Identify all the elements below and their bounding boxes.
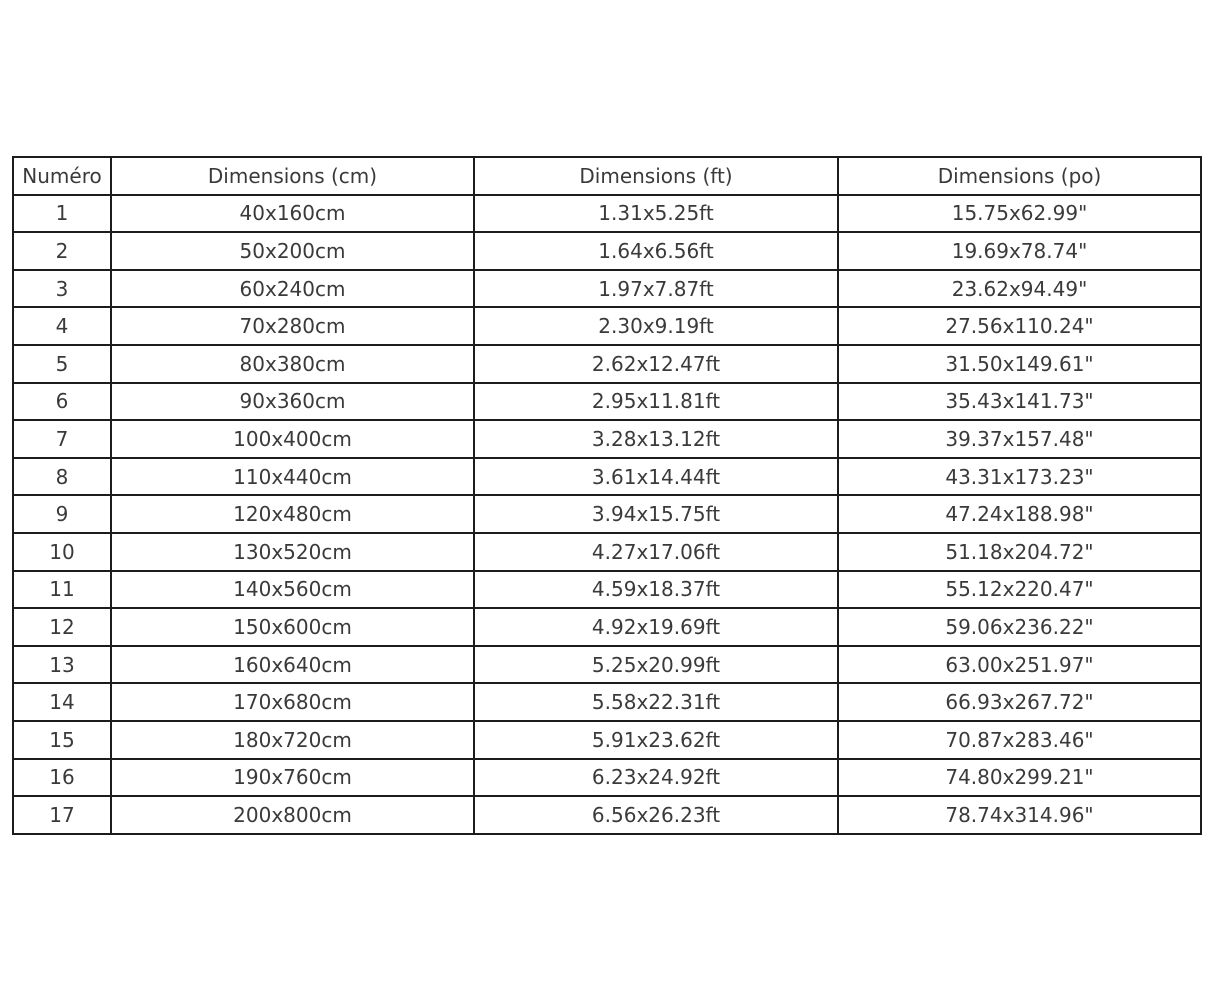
table-cell: 160x640cm bbox=[111, 646, 474, 684]
table-cell: 150x600cm bbox=[111, 608, 474, 646]
table-cell: 5.25x20.99ft bbox=[474, 646, 838, 684]
table-cell: 23.62x94.49" bbox=[838, 270, 1201, 308]
table-cell: 100x400cm bbox=[111, 420, 474, 458]
table-cell: 16 bbox=[13, 759, 111, 797]
table-row bbox=[13, 458, 1201, 496]
table-cell: 59.06x236.22" bbox=[838, 608, 1201, 646]
dimensions-conversion-table bbox=[12, 156, 1202, 835]
table-cell: 6.56x26.23ft bbox=[474, 796, 838, 834]
table-row bbox=[13, 759, 1201, 797]
table-cell: 190x760cm bbox=[111, 759, 474, 797]
table-cell: 1.64x6.56ft bbox=[474, 232, 838, 270]
table-cell: 5 bbox=[13, 345, 111, 383]
table-cell: 3.94x15.75ft bbox=[474, 495, 838, 533]
table-cell: 5.91x23.62ft bbox=[474, 721, 838, 759]
table-cell: 2 bbox=[13, 232, 111, 270]
table-body bbox=[13, 195, 1201, 834]
table-cell: 51.18x204.72" bbox=[838, 533, 1201, 571]
table-cell: 39.37x157.48" bbox=[838, 420, 1201, 458]
table-cell: 74.80x299.21" bbox=[838, 759, 1201, 797]
table-cell: 3 bbox=[13, 270, 111, 308]
table-cell: 31.50x149.61" bbox=[838, 345, 1201, 383]
table-row bbox=[13, 495, 1201, 533]
table-cell: 55.12x220.47" bbox=[838, 571, 1201, 609]
table-cell: 35.43x141.73" bbox=[838, 383, 1201, 421]
table-cell: 120x480cm bbox=[111, 495, 474, 533]
table-cell: 90x360cm bbox=[111, 383, 474, 421]
table-cell: 1.31x5.25ft bbox=[474, 195, 838, 233]
header-row bbox=[13, 157, 1201, 195]
table-cell: 13 bbox=[13, 646, 111, 684]
table-row bbox=[13, 270, 1201, 308]
table-cell: 63.00x251.97" bbox=[838, 646, 1201, 684]
table-row bbox=[13, 345, 1201, 383]
table-cell: 180x720cm bbox=[111, 721, 474, 759]
table-cell: 2.30x9.19ft bbox=[474, 307, 838, 345]
table-cell: 70x280cm bbox=[111, 307, 474, 345]
table-cell: 80x380cm bbox=[111, 345, 474, 383]
table-cell: 14 bbox=[13, 683, 111, 721]
table-cell: 78.74x314.96" bbox=[838, 796, 1201, 834]
table-cell: 50x200cm bbox=[111, 232, 474, 270]
table-cell: 5.58x22.31ft bbox=[474, 683, 838, 721]
table-row bbox=[13, 232, 1201, 270]
table-cell: 12 bbox=[13, 608, 111, 646]
column-header: Dimensions (po) bbox=[838, 157, 1201, 195]
table-cell: 4.92x19.69ft bbox=[474, 608, 838, 646]
table-cell: 11 bbox=[13, 571, 111, 609]
column-header: Numéro bbox=[13, 157, 111, 195]
table-cell: 15 bbox=[13, 721, 111, 759]
table-cell: 3.61x14.44ft bbox=[474, 458, 838, 496]
column-header: Dimensions (cm) bbox=[111, 157, 474, 195]
table-cell: 27.56x110.24" bbox=[838, 307, 1201, 345]
table-cell: 6.23x24.92ft bbox=[474, 759, 838, 797]
table-cell: 1 bbox=[13, 195, 111, 233]
table-row bbox=[13, 721, 1201, 759]
table-cell: 43.31x173.23" bbox=[838, 458, 1201, 496]
table-cell: 4.27x17.06ft bbox=[474, 533, 838, 571]
table-cell: 140x560cm bbox=[111, 571, 474, 609]
table-cell: 4.59x18.37ft bbox=[474, 571, 838, 609]
table-cell: 40x160cm bbox=[111, 195, 474, 233]
table-cell: 3.28x13.12ft bbox=[474, 420, 838, 458]
table-cell: 1.97x7.87ft bbox=[474, 270, 838, 308]
table-cell: 7 bbox=[13, 420, 111, 458]
table-cell: 17 bbox=[13, 796, 111, 834]
table-cell: 4 bbox=[13, 307, 111, 345]
table-cell: 66.93x267.72" bbox=[838, 683, 1201, 721]
table-row bbox=[13, 646, 1201, 684]
table-cell: 15.75x62.99" bbox=[838, 195, 1201, 233]
table-cell: 10 bbox=[13, 533, 111, 571]
table-row bbox=[13, 796, 1201, 834]
table-row bbox=[13, 608, 1201, 646]
table-cell: 170x680cm bbox=[111, 683, 474, 721]
table-row bbox=[13, 383, 1201, 421]
table-cell: 19.69x78.74" bbox=[838, 232, 1201, 270]
table-row bbox=[13, 571, 1201, 609]
table-row bbox=[13, 420, 1201, 458]
table-cell: 70.87x283.46" bbox=[838, 721, 1201, 759]
column-header: Dimensions (ft) bbox=[474, 157, 838, 195]
table-cell: 110x440cm bbox=[111, 458, 474, 496]
table-row bbox=[13, 195, 1201, 233]
table-cell: 60x240cm bbox=[111, 270, 474, 308]
table-cell: 9 bbox=[13, 495, 111, 533]
table-row bbox=[13, 533, 1201, 571]
table-cell: 6 bbox=[13, 383, 111, 421]
table-cell: 200x800cm bbox=[111, 796, 474, 834]
table-cell: 2.95x11.81ft bbox=[474, 383, 838, 421]
table-cell: 2.62x12.47ft bbox=[474, 345, 838, 383]
table-cell: 47.24x188.98" bbox=[838, 495, 1201, 533]
table-row bbox=[13, 307, 1201, 345]
table-row bbox=[13, 683, 1201, 721]
table-cell: 130x520cm bbox=[111, 533, 474, 571]
table-cell: 8 bbox=[13, 458, 111, 496]
